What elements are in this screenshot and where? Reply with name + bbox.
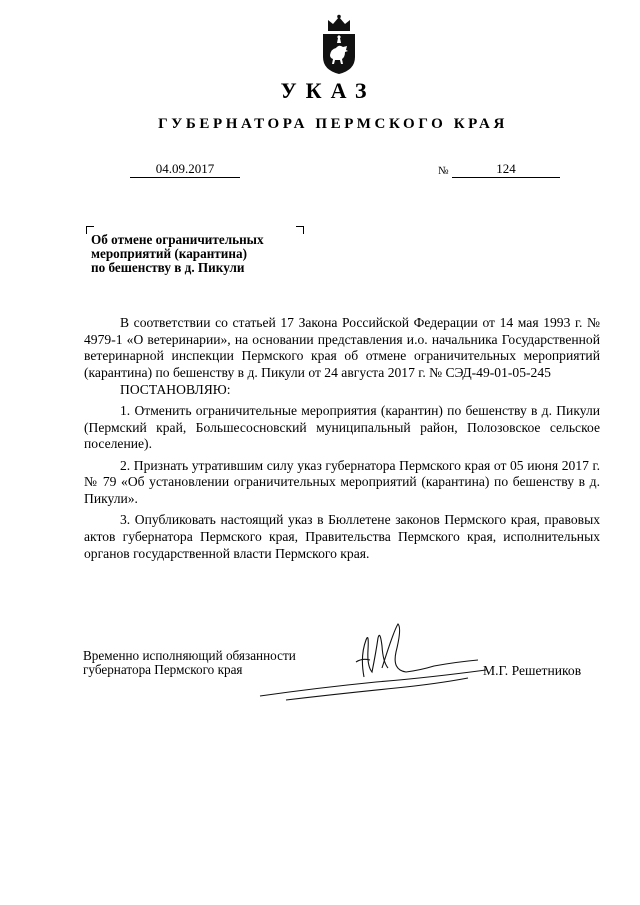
document-title: УКАЗ: [280, 78, 376, 103]
heading-line: Об отмене ограничительных: [91, 232, 264, 247]
document-number: 124: [496, 161, 516, 176]
document-body: [84, 315, 600, 567]
handwritten-signature: [256, 622, 486, 702]
signatory-name: М.Г. Решетников: [483, 663, 582, 678]
preamble-paragraph: В соответствии со статьей 17 Закона Российской Федерации от 14 мая 1993 г. № 4979-1 «О ветеринарии», на основании представления и.о. начальника Государственной ветеринарной инспекции Пермского края об отмене ограничительных мероприятий (карантина) по бешенству в д. Пикули от 24 августа 2017 г. № СЭД-49-01-05-245: [84, 315, 600, 381]
document-issuer: ГУБЕРНАТОРА ПЕРМСКОГО КРАЯ: [158, 116, 508, 132]
clause-paragraph: 1. Отменить ограничительные мероприятия (карантин) по бешенству в д. Пикули (Пермский край, Большесосновский муниципальный район, Полозовское сельское поселение).: [84, 403, 600, 452]
signatory-role-line: губернатора Пермского края: [83, 661, 243, 677]
heading-line: мероприятий (карантина): [91, 246, 247, 261]
decree-word: ПОСТАНОВЛЯЮ:: [120, 381, 231, 397]
clause-paragraph: 3. Опубликовать настоящий указ в Бюллетене законов Пермского края, правовых актов губернатора Пермского края, Правительства Пермского края, исполнительных органов государственной власти Пермского края.: [84, 512, 600, 561]
heading-line: по бешенству в д. Пикули: [91, 260, 245, 275]
document-date: 04.09.2017: [155, 161, 215, 176]
clause-paragraph: 2. Признать утратившим силу указ губернатора Пермского края от 05 июня 2017 г. № 79 «Об установлении ограничительных мероприятий (карантина) по бешенству в д. Пикули».: [84, 457, 600, 507]
number-sign: №: [438, 165, 449, 177]
signatory-role-line: Временно исполняющий обязанности: [83, 648, 296, 663]
document-heading: [91, 233, 321, 275]
coat-of-arms-icon: [320, 13, 358, 75]
